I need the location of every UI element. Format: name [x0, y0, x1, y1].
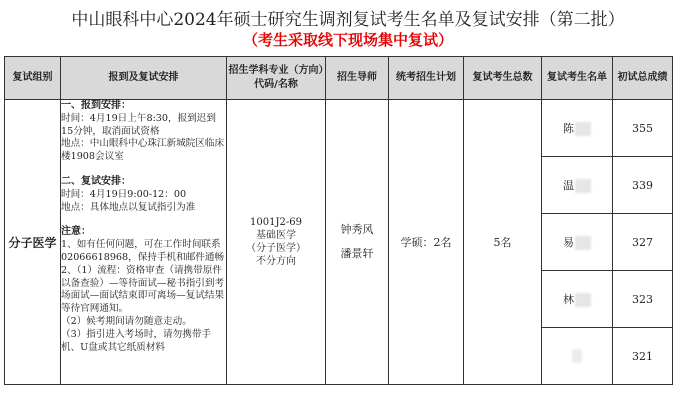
col-header-plan: 统考招生计划: [389, 57, 464, 100]
examinee-name: 陈: [542, 100, 613, 157]
col-header-major: 招生学科专业（方向）代码/名称: [227, 57, 326, 100]
examinee-name: [542, 328, 613, 385]
plan-cell: 学硕：2名: [389, 100, 464, 385]
page-subtitle: （考生采取线下现场集中复试）: [242, 31, 453, 49]
examinee-score: 327: [613, 214, 673, 271]
col-header-advisor: 招生导师: [326, 57, 389, 100]
major-direction: （分子医学）: [246, 243, 306, 254]
advisor-cell: [326, 100, 389, 385]
redacted-mark: [575, 236, 591, 250]
advisor-name: 钟秀风: [340, 223, 374, 236]
group-cell: 分子医学: [5, 100, 61, 385]
redacted-mark: [572, 349, 582, 363]
major-name: 基础医学: [256, 230, 296, 241]
note-2: 2、（1）流程：资格审查（请携带原件以备查验）—等待面试—秘书指引到考场面试—面试结束即可离场—复试结果等待官网通知。: [61, 264, 225, 315]
schedule-table: [4, 56, 673, 385]
col-header-arrangement: 报到及复试安排: [61, 57, 227, 100]
examinee-name: 温: [542, 157, 613, 214]
page-title: 中山眼科中心2024年硕士研究生调剂复试考生名单及复试安排（第二批）: [71, 10, 625, 30]
exam-place: 地点：具体地点以复试指引为准: [61, 201, 196, 213]
redacted-mark: [575, 293, 591, 307]
major-code: 1001J2-69: [250, 217, 302, 228]
report-place: 地点：中山眼科中心珠江新城院区临床楼1908会议室: [61, 138, 225, 163]
redacted-mark: [575, 122, 591, 136]
note-1: 1、如有任何问题，可在工作时间联系02066618968，保持手机和邮件通畅: [61, 239, 225, 263]
examinee-name: 林: [542, 271, 613, 328]
col-header-group: 复试组别: [5, 57, 61, 100]
note-4: （3）指引进入考场时，请勿携带手机、U盘或其它纸质材料: [61, 328, 212, 353]
arrangement-cell: [61, 100, 227, 385]
col-header-total: 复试考生总数: [464, 57, 542, 100]
report-time: 时间：4月19日上午8:30，报到迟到15分钟，取消面试资格: [61, 112, 216, 137]
note-3: （2）候考期间请勿随意走动。: [61, 315, 192, 327]
redacted-mark: [575, 179, 591, 193]
col-header-examinees: 复试考生名单: [542, 57, 613, 100]
total-cell: 5名: [464, 100, 542, 385]
major-cell: [227, 100, 326, 385]
examinee-score: 323: [613, 271, 673, 328]
exam-time: 时间：4月19日9:00-12：00: [61, 188, 187, 200]
exam-heading: 二、复试安排：: [61, 175, 131, 187]
examinee-score: 321: [613, 328, 673, 385]
table-row: [5, 100, 673, 157]
examinee-score: 355: [613, 100, 673, 157]
major-mode: 不分方向: [256, 256, 296, 267]
advisor-name: 潘景轩: [340, 247, 374, 260]
examinee-name: 易: [542, 214, 613, 271]
notes-heading: 注意：: [61, 226, 91, 238]
report-heading: 一、报到安排：: [61, 100, 131, 111]
header-row: [5, 57, 673, 100]
col-header-score: 初试总成绩: [613, 57, 673, 100]
examinee-score: 339: [613, 157, 673, 214]
